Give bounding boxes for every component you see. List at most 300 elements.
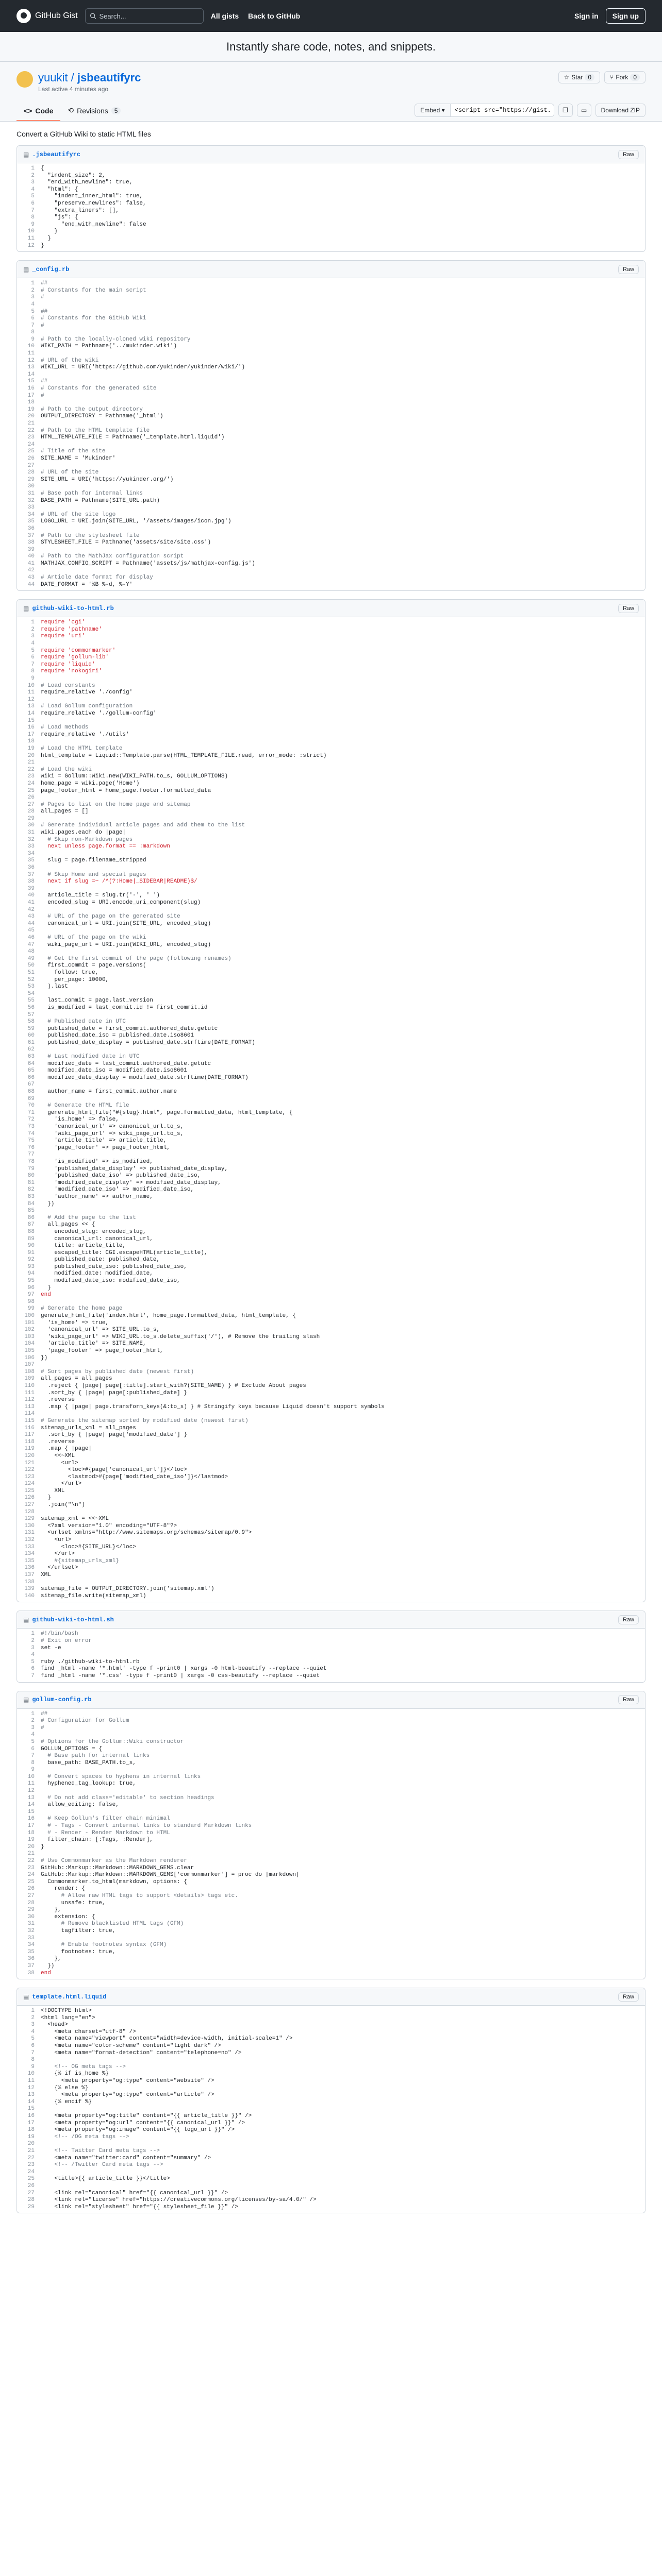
line-number[interactable]: 88 [27, 1228, 35, 1235]
line-number[interactable]: 30 [27, 822, 35, 829]
line-number[interactable]: 6 [31, 2043, 35, 2049]
line-number[interactable]: 35 [27, 857, 35, 864]
line-number[interactable]: 53 [27, 984, 35, 990]
line-number[interactable]: 27 [27, 1892, 35, 1899]
line-number[interactable]: 139 [24, 1586, 35, 1592]
line-number[interactable]: 86 [27, 1214, 35, 1221]
line-number[interactable]: 19 [27, 406, 35, 413]
raw-button[interactable]: Raw [618, 1695, 639, 1704]
line-number[interactable]: 10 [27, 682, 35, 689]
line-number[interactable]: 26 [27, 1886, 35, 1892]
line-number[interactable]: 9 [31, 675, 35, 682]
line-number[interactable]: 31 [27, 490, 35, 497]
line-number[interactable]: 7 [31, 2049, 35, 2056]
line-number[interactable]: 17 [27, 1823, 35, 1829]
line-number[interactable]: 83 [27, 1193, 35, 1200]
line-number[interactable]: 4 [31, 186, 35, 193]
file-name[interactable]: gollum-config.rb [32, 1696, 92, 1704]
line-number[interactable]: 20 [27, 413, 35, 420]
line-number[interactable]: 12 [27, 2084, 35, 2091]
line-number[interactable]: 95 [27, 1278, 35, 1284]
line-number[interactable]: 20 [27, 2141, 35, 2147]
line-number[interactable]: 24 [27, 441, 35, 448]
line-number[interactable]: 13 [27, 2092, 35, 2098]
line-number[interactable]: 100 [24, 1313, 35, 1319]
sign-in-link[interactable]: Sign in [574, 12, 599, 20]
raw-button[interactable]: Raw [618, 1992, 639, 2002]
line-number[interactable]: 96 [27, 1284, 35, 1291]
line-number[interactable]: 85 [27, 1208, 35, 1214]
line-number[interactable]: 3 [31, 1645, 35, 1651]
line-number[interactable]: 65 [27, 1067, 35, 1074]
line-number[interactable]: 23 [27, 773, 35, 780]
line-number[interactable]: 77 [27, 1151, 35, 1158]
line-number[interactable]: 22 [27, 1858, 35, 1864]
line-number[interactable]: 33 [27, 1935, 35, 1941]
line-number[interactable]: 36 [27, 865, 35, 871]
line-number[interactable]: 1 [31, 1710, 35, 1717]
line-number[interactable]: 21 [27, 420, 35, 427]
line-number[interactable]: 126 [24, 1495, 35, 1501]
line-number[interactable]: 32 [27, 497, 35, 504]
line-number[interactable]: 38 [27, 1970, 35, 1976]
line-number[interactable]: 47 [27, 941, 35, 948]
line-number[interactable]: 35 [27, 1948, 35, 1955]
line-number[interactable]: 16 [27, 724, 35, 731]
line-number[interactable]: 11 [27, 350, 35, 357]
line-number[interactable]: 69 [27, 1095, 35, 1102]
desktop-button[interactable] [577, 104, 591, 117]
line-number[interactable]: 6 [31, 654, 35, 661]
line-number[interactable]: 3 [31, 179, 35, 186]
line-number[interactable]: 102 [24, 1327, 35, 1333]
line-number[interactable]: 29 [27, 476, 35, 483]
gist-name[interactable]: jsbeautifyrc [77, 71, 141, 84]
line-number[interactable]: 14 [27, 371, 35, 378]
line-number[interactable]: 110 [24, 1382, 35, 1389]
line-number[interactable]: 29 [27, 815, 35, 822]
line-number[interactable]: 60 [27, 1032, 35, 1039]
line-number[interactable]: 6 [31, 1745, 35, 1752]
line-number[interactable]: 43 [27, 574, 35, 581]
line-number[interactable]: 49 [27, 955, 35, 962]
line-number[interactable]: 25 [27, 787, 35, 794]
line-number[interactable]: 20 [27, 752, 35, 759]
line-number[interactable]: 114 [24, 1411, 35, 1417]
line-number[interactable]: 58 [27, 1019, 35, 1025]
line-number[interactable]: 18 [27, 2127, 35, 2133]
line-number[interactable]: 4 [31, 301, 35, 308]
line-number[interactable]: 19 [27, 1837, 35, 1843]
line-number[interactable]: 119 [24, 1446, 35, 1452]
line-number[interactable]: 112 [24, 1397, 35, 1403]
line-number[interactable]: 94 [27, 1270, 35, 1277]
line-number[interactable]: 62 [27, 1046, 35, 1053]
line-number[interactable]: 115 [24, 1417, 35, 1424]
line-number[interactable]: 11 [27, 2078, 35, 2084]
line-number[interactable]: 27 [27, 2190, 35, 2196]
search-input[interactable] [99, 12, 198, 20]
line-number[interactable]: 42 [27, 906, 35, 913]
line-number[interactable]: 2 [31, 2014, 35, 2021]
line-number[interactable]: 42 [27, 567, 35, 574]
line-number[interactable]: 32 [27, 836, 35, 843]
line-number[interactable]: 4 [31, 640, 35, 647]
line-number[interactable]: 87 [27, 1222, 35, 1228]
line-number[interactable]: 15 [27, 378, 35, 385]
line-number[interactable]: 15 [27, 717, 35, 724]
line-number[interactable]: 1 [31, 1631, 35, 1637]
line-number[interactable]: 124 [24, 1481, 35, 1487]
line-number[interactable]: 68 [27, 1089, 35, 1095]
line-number[interactable]: 57 [27, 1011, 35, 1018]
line-number[interactable]: 136 [24, 1565, 35, 1571]
line-number[interactable]: 18 [27, 1829, 35, 1836]
line-number[interactable]: 27 [27, 462, 35, 469]
line-number[interactable]: 38 [27, 878, 35, 885]
line-number[interactable]: 31 [27, 1921, 35, 1927]
line-number[interactable]: 6 [31, 200, 35, 207]
line-number[interactable]: 18 [27, 399, 35, 406]
line-number[interactable]: 3 [31, 1724, 35, 1731]
line-number[interactable]: 125 [24, 1487, 35, 1494]
line-number[interactable]: 9 [31, 221, 35, 228]
line-number[interactable]: 54 [27, 990, 35, 997]
line-number[interactable]: 44 [27, 920, 35, 927]
line-number[interactable]: 24 [27, 1872, 35, 1878]
line-number[interactable]: 38 [27, 539, 35, 546]
line-number[interactable]: 14 [27, 1802, 35, 1808]
line-number[interactable]: 22 [27, 766, 35, 773]
line-number[interactable]: 10 [27, 2071, 35, 2077]
line-number[interactable]: 108 [24, 1368, 35, 1375]
line-number[interactable]: 7 [31, 1672, 35, 1679]
line-number[interactable]: 106 [24, 1354, 35, 1361]
line-number[interactable]: 8 [31, 668, 35, 675]
avatar[interactable] [16, 71, 33, 88]
line-number[interactable]: 66 [27, 1074, 35, 1081]
line-number[interactable]: 28 [27, 1900, 35, 1906]
line-number[interactable]: 16 [27, 1816, 35, 1822]
line-number[interactable]: 1 [31, 165, 35, 172]
line-number[interactable]: 2 [31, 172, 35, 179]
line-number[interactable]: 73 [27, 1124, 35, 1130]
line-number[interactable]: 25 [27, 1878, 35, 1885]
line-number[interactable]: 19 [27, 2133, 35, 2140]
line-number[interactable]: 80 [27, 1173, 35, 1179]
line-number[interactable]: 34 [27, 1942, 35, 1948]
line-number[interactable]: 103 [24, 1333, 35, 1340]
line-number[interactable]: 41 [27, 900, 35, 906]
line-number[interactable]: 2 [31, 1637, 35, 1644]
line-number[interactable]: 109 [24, 1376, 35, 1382]
gist-owner[interactable]: yuukit [38, 71, 68, 84]
line-number[interactable]: 71 [27, 1109, 35, 1116]
line-number[interactable]: 64 [27, 1060, 35, 1067]
back-to-github-link[interactable]: Back to GitHub [248, 12, 301, 20]
line-number[interactable]: 36 [27, 1956, 35, 1962]
line-number[interactable]: 75 [27, 1138, 35, 1144]
raw-button[interactable]: Raw [618, 604, 639, 613]
line-number[interactable]: 99 [27, 1306, 35, 1312]
line-number[interactable]: 21 [27, 2147, 35, 2154]
line-number[interactable]: 5 [31, 193, 35, 200]
line-number[interactable]: 26 [27, 2182, 35, 2189]
line-number[interactable]: 118 [24, 1438, 35, 1445]
line-number[interactable]: 2 [31, 1718, 35, 1724]
line-number[interactable]: 28 [27, 2197, 35, 2204]
line-number[interactable]: 28 [27, 469, 35, 476]
line-number[interactable]: 52 [27, 976, 35, 983]
line-number[interactable]: 81 [27, 1179, 35, 1186]
line-number[interactable]: 50 [27, 962, 35, 969]
line-number[interactable]: 11 [27, 689, 35, 696]
line-number[interactable]: 140 [24, 1592, 35, 1599]
line-number[interactable]: 12 [27, 242, 35, 249]
line-number[interactable]: 37 [27, 532, 35, 539]
line-number[interactable]: 34 [27, 511, 35, 518]
line-number[interactable]: 82 [27, 1187, 35, 1193]
line-number[interactable]: 63 [27, 1054, 35, 1060]
line-number[interactable]: 9 [31, 336, 35, 343]
raw-button[interactable]: Raw [618, 150, 639, 159]
line-number[interactable]: 13 [27, 1794, 35, 1801]
github-gist-logo[interactable] [16, 9, 78, 23]
line-number[interactable]: 22 [27, 427, 35, 434]
raw-button[interactable]: Raw [618, 1615, 639, 1624]
line-number[interactable]: 17 [27, 731, 35, 738]
line-number[interactable]: 130 [24, 1522, 35, 1529]
line-number[interactable]: 101 [24, 1319, 35, 1326]
line-number[interactable]: 131 [24, 1530, 35, 1536]
line-number[interactable]: 79 [27, 1165, 35, 1172]
line-number[interactable]: 30 [27, 1913, 35, 1920]
search-box[interactable] [85, 8, 204, 24]
line-number[interactable]: 10 [27, 1773, 35, 1780]
line-number[interactable]: 31 [27, 829, 35, 836]
line-number[interactable]: 113 [24, 1403, 35, 1410]
line-number[interactable]: 11 [27, 1781, 35, 1787]
line-number[interactable]: 104 [24, 1341, 35, 1347]
line-number[interactable]: 39 [27, 546, 35, 553]
line-number[interactable]: 15 [27, 1808, 35, 1815]
line-number[interactable]: 93 [27, 1263, 35, 1270]
line-number[interactable]: 5 [31, 1658, 35, 1665]
line-number[interactable]: 133 [24, 1544, 35, 1550]
line-number[interactable]: 44 [27, 581, 35, 588]
line-number[interactable]: 78 [27, 1158, 35, 1165]
line-number[interactable]: 51 [27, 969, 35, 976]
line-number[interactable]: 28 [27, 808, 35, 815]
line-number[interactable]: 56 [27, 1004, 35, 1011]
line-number[interactable]: 1 [31, 280, 35, 287]
file-name[interactable]: github-wiki-to-html.sh [32, 1616, 114, 1623]
line-number[interactable]: 33 [27, 843, 35, 850]
line-number[interactable]: 123 [24, 1473, 35, 1480]
line-number[interactable]: 41 [27, 560, 35, 567]
line-number[interactable]: 21 [27, 1851, 35, 1857]
tab-code[interactable]: <> Code [16, 101, 60, 121]
line-number[interactable]: 45 [27, 927, 35, 934]
line-number[interactable]: 46 [27, 934, 35, 941]
line-number[interactable]: 20 [27, 1843, 35, 1850]
embed-input[interactable] [451, 104, 554, 116]
line-number[interactable]: 89 [27, 1235, 35, 1242]
line-number[interactable]: 116 [24, 1425, 35, 1431]
line-number[interactable]: 117 [24, 1432, 35, 1438]
line-number[interactable]: 32 [27, 1927, 35, 1934]
line-number[interactable]: 7 [31, 322, 35, 329]
line-number[interactable]: 37 [27, 1962, 35, 1969]
line-number[interactable]: 12 [27, 357, 35, 364]
line-number[interactable]: 76 [27, 1144, 35, 1151]
sign-up-button[interactable]: Sign up [606, 8, 646, 24]
line-number[interactable]: 105 [24, 1348, 35, 1354]
line-number[interactable]: 23 [27, 2162, 35, 2168]
line-number[interactable]: 84 [27, 1200, 35, 1207]
copy-button[interactable] [558, 104, 573, 117]
line-number[interactable]: 11 [27, 235, 35, 242]
line-number[interactable]: 61 [27, 1039, 35, 1046]
line-number[interactable]: 92 [27, 1257, 35, 1263]
tab-revisions[interactable]: ⟲ Revisions 5 [60, 101, 128, 121]
line-number[interactable]: 17 [27, 2120, 35, 2126]
line-number[interactable]: 127 [24, 1502, 35, 1509]
line-number[interactable]: 40 [27, 553, 35, 560]
line-number[interactable]: 16 [27, 2113, 35, 2119]
file-name[interactable]: github-wiki-to-html.rb [32, 604, 114, 612]
line-number[interactable]: 2 [31, 626, 35, 633]
line-number[interactable]: 22 [27, 2155, 35, 2161]
line-number[interactable]: 4 [31, 1652, 35, 1658]
line-number[interactable]: 7 [31, 207, 35, 214]
line-number[interactable]: 21 [27, 759, 35, 766]
line-number[interactable]: 55 [27, 997, 35, 1004]
line-number[interactable]: 19 [27, 745, 35, 752]
line-number[interactable]: 98 [27, 1298, 35, 1305]
line-number[interactable]: 26 [27, 455, 35, 462]
line-number[interactable]: 3 [31, 633, 35, 640]
embed-select[interactable]: Embed ▾ [415, 104, 450, 116]
line-number[interactable]: 35 [27, 518, 35, 525]
line-number[interactable]: 4 [31, 2028, 35, 2035]
line-number[interactable]: 121 [24, 1460, 35, 1466]
line-number[interactable]: 5 [31, 2036, 35, 2042]
file-name[interactable]: .jsbeautifyrc [32, 150, 80, 158]
file-name[interactable]: template.html.liquid [32, 1993, 107, 2001]
line-number[interactable]: 72 [27, 1116, 35, 1123]
line-number[interactable]: 39 [27, 885, 35, 892]
line-number[interactable]: 6 [31, 1666, 35, 1672]
line-number[interactable]: 9 [31, 1767, 35, 1773]
line-number[interactable]: 137 [24, 1572, 35, 1578]
line-number[interactable]: 5 [31, 1738, 35, 1745]
line-number[interactable]: 29 [27, 1907, 35, 1913]
raw-button[interactable]: Raw [618, 265, 639, 274]
line-number[interactable]: 3 [31, 2022, 35, 2028]
line-number[interactable]: 2 [31, 287, 35, 294]
line-number[interactable]: 9 [31, 2063, 35, 2070]
line-number[interactable]: 74 [27, 1130, 35, 1137]
line-number[interactable]: 135 [24, 1557, 35, 1564]
line-number[interactable]: 10 [27, 343, 35, 350]
line-number[interactable]: 36 [27, 525, 35, 532]
line-number[interactable]: 7 [31, 661, 35, 668]
line-number[interactable]: 8 [31, 329, 35, 336]
line-number[interactable]: 18 [27, 738, 35, 745]
line-number[interactable]: 17 [27, 392, 35, 399]
line-number[interactable]: 128 [24, 1509, 35, 1515]
line-number[interactable]: 14 [27, 2098, 35, 2105]
line-number[interactable]: 122 [24, 1467, 35, 1473]
line-number[interactable]: 24 [27, 780, 35, 787]
line-number[interactable]: 26 [27, 794, 35, 801]
line-number[interactable]: 37 [27, 871, 35, 878]
line-number[interactable]: 90 [27, 1243, 35, 1249]
line-number[interactable]: 3 [31, 294, 35, 301]
line-number[interactable]: 5 [31, 647, 35, 654]
line-number[interactable]: 25 [27, 2176, 35, 2182]
line-number[interactable]: 40 [27, 892, 35, 899]
all-gists-link[interactable]: All gists [210, 12, 239, 20]
line-number[interactable]: 132 [24, 1537, 35, 1544]
file-name[interactable]: _config.rb [32, 265, 70, 273]
line-number[interactable]: 111 [24, 1389, 35, 1396]
line-number[interactable]: 16 [27, 385, 35, 392]
star-button[interactable]: ☆ Star 0 [558, 71, 600, 83]
line-number[interactable]: 5 [31, 308, 35, 315]
line-number[interactable]: 70 [27, 1103, 35, 1109]
line-number[interactable]: 29 [27, 2204, 35, 2210]
line-number[interactable]: 43 [27, 913, 35, 920]
download-zip-button[interactable]: Download ZIP [595, 104, 646, 117]
line-number[interactable]: 120 [24, 1452, 35, 1459]
line-number[interactable]: 134 [24, 1551, 35, 1557]
line-number[interactable]: 4 [31, 1732, 35, 1738]
line-number[interactable]: 10 [27, 228, 35, 235]
line-number[interactable]: 138 [24, 1579, 35, 1585]
line-number[interactable]: 23 [27, 1865, 35, 1871]
line-number[interactable]: 48 [27, 948, 35, 955]
fork-button[interactable]: ⑂ Fork 0 [604, 71, 646, 83]
line-number[interactable]: 12 [27, 1788, 35, 1794]
line-number[interactable]: 34 [27, 850, 35, 857]
line-number[interactable]: 8 [31, 2057, 35, 2063]
line-number[interactable]: 97 [27, 1292, 35, 1298]
line-number[interactable]: 13 [27, 703, 35, 710]
line-number[interactable]: 15 [27, 2106, 35, 2112]
line-number[interactable]: 91 [27, 1249, 35, 1256]
line-number[interactable]: 12 [27, 696, 35, 703]
line-number[interactable]: 129 [24, 1516, 35, 1522]
line-number[interactable]: 1 [31, 2008, 35, 2014]
line-number[interactable]: 8 [31, 1759, 35, 1766]
line-number[interactable]: 6 [31, 315, 35, 322]
line-number[interactable]: 25 [27, 448, 35, 455]
line-number[interactable]: 1 [31, 619, 35, 626]
line-number[interactable]: 59 [27, 1025, 35, 1032]
line-number[interactable]: 24 [27, 2168, 35, 2175]
line-number[interactable]: 30 [27, 483, 35, 490]
line-number[interactable]: 27 [27, 801, 35, 808]
line-number[interactable]: 23 [27, 434, 35, 441]
line-number[interactable]: 7 [31, 1753, 35, 1759]
line-number[interactable]: 67 [27, 1081, 35, 1088]
line-number[interactable]: 107 [24, 1362, 35, 1368]
line-number[interactable]: 8 [31, 214, 35, 221]
line-number[interactable]: 13 [27, 364, 35, 371]
line-number[interactable]: 33 [27, 504, 35, 511]
